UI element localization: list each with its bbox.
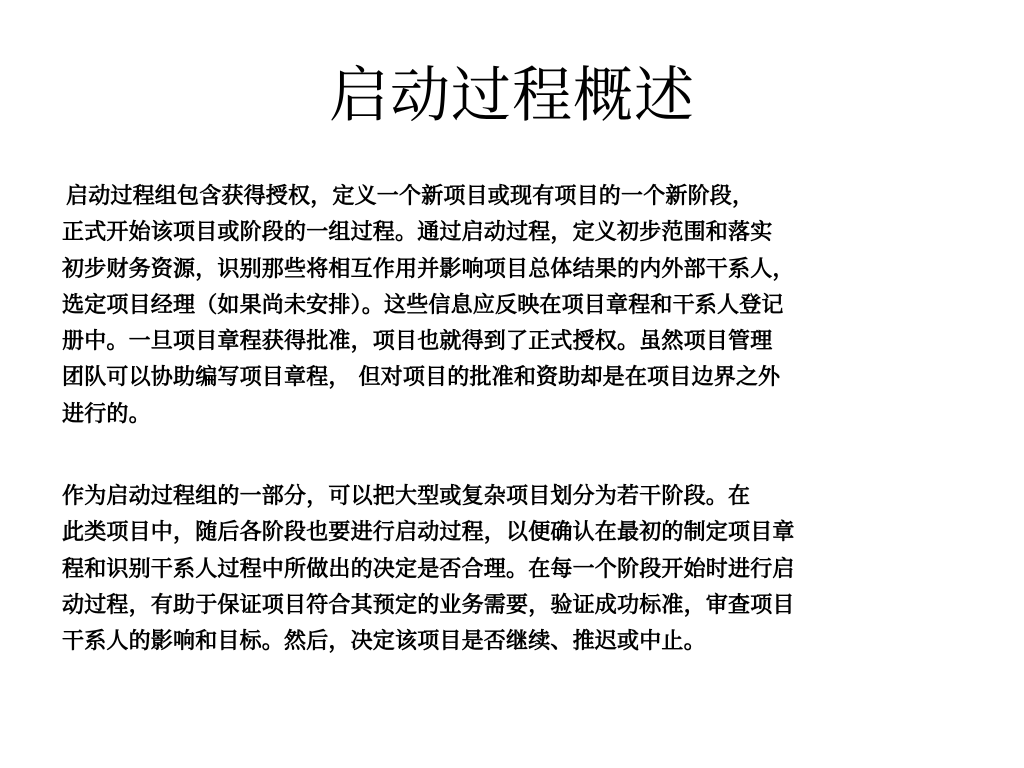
paragraph-line: 册中。一旦项目章程获得批准，项目也就得到了正式授权。虽然项目管理 [62,329,773,355]
paragraph-line: 作为启动过程组的一部分，可以把大型或复杂项目划分为若干阶段。在 [62,484,751,509]
paragraph-initiating-overview [62,179,942,433]
paragraph-line: 进行的。 [62,401,151,427]
paragraph-line: 初步财务资源，识别那些将相互作用并影响项目总体结果的内外部干系人， [62,256,795,282]
paragraph-line: 此类项目中，随后各阶段也要进行启动过程，以便确认在最初的制定项目章 [62,520,795,546]
slide-title: 启动过程概述 [329,61,695,131]
paragraph-phases [62,479,942,660]
paragraph-line: 动过程，有助于保证项目符合其预定的业务需要，验证成功标准，审查项目 [62,592,795,618]
paragraph-line: 干系人的影响和目标。然后，决定该项目是否继续、推迟或中止。 [62,629,706,655]
paragraph-line: 启动过程组包含获得授权，定义一个新项目或现有项目的一个新阶段， [66,184,755,209]
paragraph-line: 团队可以协助编写项目章程， 但对项目的批准和资助却是在项目边界之外 [62,365,781,391]
paragraph-line: 程和识别干系人过程中所做出的决定是否合理。在每一个阶段开始时进行启 [62,556,795,582]
paragraph-line: 正式开始该项目或阶段的一组过程。通过启动过程，定义初步范围和落实 [62,220,773,246]
paragraph-line: 选定项目经理（如果尚未安排）。这些信息应反映在项目章程和干系人登记 [62,292,784,318]
